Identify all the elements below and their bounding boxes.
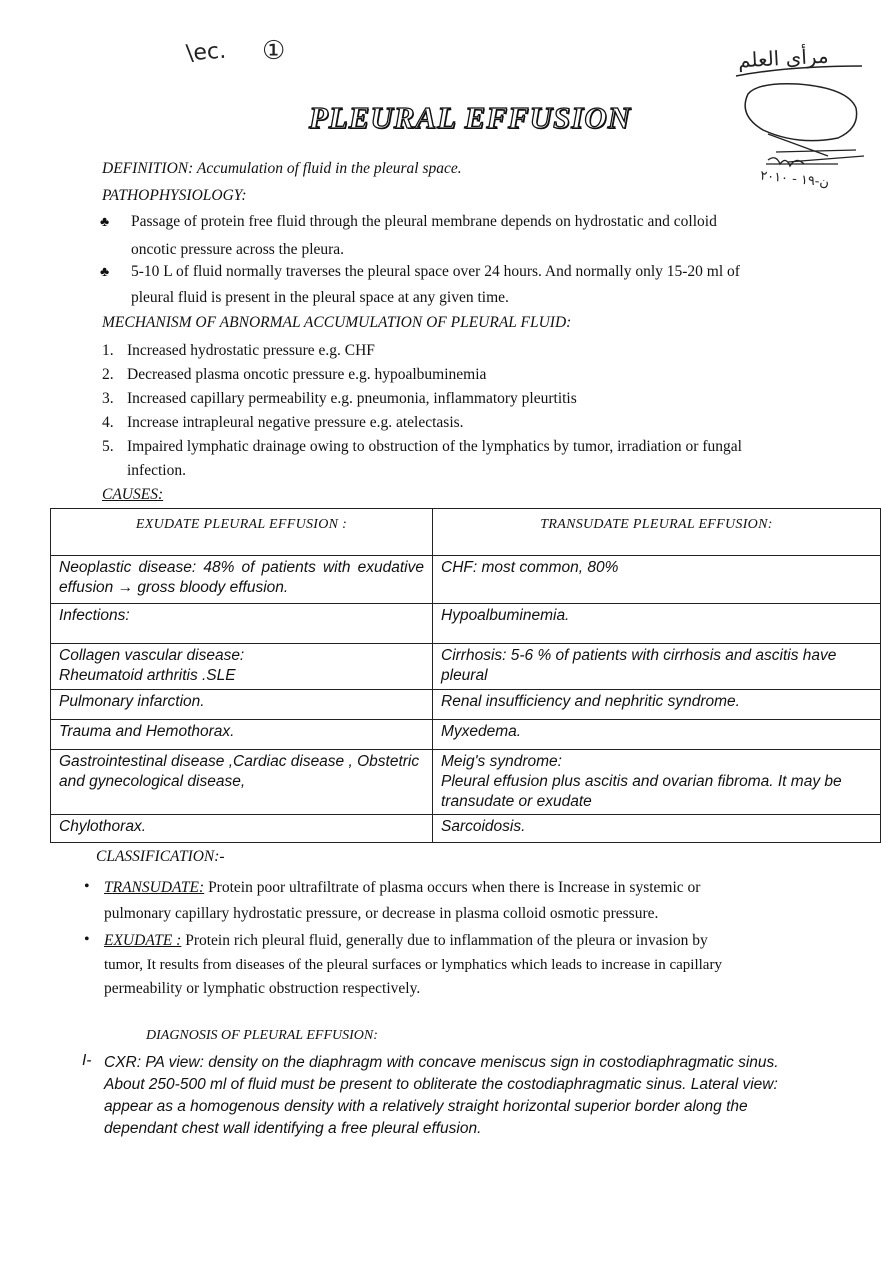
table-cell: Meig's syndrome: Pleural effusion plus ascitis and ovarian fibroma. It may be transudate or exudate <box>433 750 881 815</box>
handwritten-circled-number: ① <box>262 36 286 66</box>
definition <box>102 160 462 178</box>
handwritten-page-code: \ec. <box>185 38 227 67</box>
table-cell: Neoplastic disease: 48% of patients with exudative effusion → gross bloody effusion. <box>51 556 433 604</box>
table-cell: Sarcoidosis. <box>433 815 881 843</box>
table-row <box>51 556 881 604</box>
diagnosis-number: I- <box>82 1052 92 1069</box>
causes-table <box>50 508 881 843</box>
exudate-label: EXUDATE : <box>104 932 182 949</box>
table-row <box>51 815 881 843</box>
column-header-transudate: TRANSUDATE PLEURAL EFFUSION: <box>433 509 881 556</box>
page-title: PLEURAL EFFUSION <box>308 100 632 135</box>
pathophysiology-line: pleural fluid is present in the pleural space at any given time. <box>131 289 509 306</box>
table-cell: Myxedema. <box>433 720 881 750</box>
table-cell: Infections: <box>51 604 433 644</box>
list-text: Increased capillary permeability e.g. pneumonia, inflammatory pleurtitis <box>127 390 577 407</box>
exudate-text-line2: tumor, It results from diseases of the pleural surfaces or lymphatics which leads to increase in capillary <box>104 957 722 973</box>
pathophysiology-heading: PATHOPHYSIOLOGY: <box>102 187 247 204</box>
table-row <box>51 644 881 690</box>
club-bullet-icon: ♣ <box>100 265 110 280</box>
pathophysiology-line: 5-10 L of fluid normally traverses the pleural space over 24 hours. And normally only 15-20 ml of <box>131 263 740 280</box>
list-number: 2. <box>102 366 114 383</box>
mechanism-item <box>102 411 464 435</box>
exudate-text-line3: permeability or lymphatic obstruction respectively. <box>104 980 421 997</box>
bullet-dot-icon: • <box>84 878 90 895</box>
definition-text: Accumulation of fluid in the pleural space. <box>196 160 462 177</box>
table-cell: Renal insufficiency and nephritic syndrome. <box>433 690 881 720</box>
list-number: 3. <box>102 390 114 407</box>
diagnosis-line: dependant chest wall identifying a free pleural effusion. <box>104 1120 482 1137</box>
table-cell: Collagen vascular disease: Rheumatoid arthritis .SLE <box>51 644 433 690</box>
table-cell: CHF: most common, 80% <box>433 556 881 604</box>
table-cell: Cirrhosis: 5-6 % of patients with cirrhosis and ascitis have pleural <box>433 644 881 690</box>
table-row <box>51 690 881 720</box>
column-header-exudate: EXUDATE PLEURAL EFFUSION : <box>51 509 433 556</box>
table-header-row <box>51 509 881 556</box>
mechanism-item <box>102 435 742 459</box>
bullet-dot-icon: • <box>84 931 90 948</box>
table-cell: Hypoalbuminemia. <box>433 604 881 644</box>
handwritten-date: ن-١٩ - ٢٠١٠ <box>759 168 830 191</box>
diagnosis-line: CXR: PA view: density on the diaphragm with concave meniscus sign in costodiaphragmatic sinus. <box>104 1054 779 1071</box>
pathophysiology-line: oncotic pressure across the pleura. <box>131 241 345 258</box>
transudate-definition <box>104 876 700 900</box>
mechanism-item <box>102 387 577 411</box>
exudate-definition <box>104 929 708 953</box>
table-row <box>51 604 881 644</box>
table-row <box>51 720 881 750</box>
transudate-label: TRANSUDATE: <box>104 879 205 896</box>
list-text: Impaired lymphatic drainage owing to obstruction of the lymphatics by tumor, irradiation or fungal <box>127 438 742 455</box>
list-number: 5. <box>102 438 114 455</box>
mechanism-item <box>102 339 375 363</box>
table-cell: Gastrointestinal disease ,Cardiac disease , Obstetric and gynecological disease, <box>51 750 433 815</box>
causes-heading: CAUSES: <box>102 486 164 503</box>
table-row <box>51 750 881 815</box>
table-cell: Trauma and Hemothorax. <box>51 720 433 750</box>
transudate-text: Protein poor ultrafiltrate of plasma occurs when there is Increase in systemic or <box>208 879 701 896</box>
mechanism-item-continuation: infection. <box>127 462 186 479</box>
transudate-text-line2: pulmonary capillary hydrostatic pressure, or decrease in plasma colloid osmotic pressure. <box>104 905 659 922</box>
club-bullet-icon: ♣ <box>100 215 110 230</box>
list-number: 1. <box>102 342 114 359</box>
list-number: 4. <box>102 414 114 431</box>
table-cell: Chylothorax. <box>51 815 433 843</box>
classification-heading: CLASSIFICATION:- <box>96 848 225 865</box>
definition-label: DEFINITION: <box>102 160 194 177</box>
pathophysiology-line: Passage of protein free fluid through the pleural membrane depends on hydrostatic and colloid <box>131 213 717 230</box>
diagnosis-line: About 250-500 ml of fluid must be present to obliterate the costodiaphragmatic sinus. Lateral view: <box>104 1076 778 1093</box>
handwritten-arabic-note: مرأى العلم <box>737 43 830 73</box>
table-cell: Pulmonary infarction. <box>51 690 433 720</box>
list-text: Increase intrapleural negative pressure e.g. atelectasis. <box>127 414 464 431</box>
list-text: Decreased plasma oncotic pressure e.g. hypoalbuminemia <box>127 366 487 383</box>
diagnosis-line: appear as a homogenous density with a relatively straight horizontal superior border along the <box>104 1098 748 1115</box>
mechanism-item <box>102 363 486 387</box>
list-text: Increased hydrostatic pressure e.g. CHF <box>127 342 375 359</box>
mechanism-heading: MECHANISM OF ABNORMAL ACCUMULATION OF PLEURAL FLUID: <box>102 314 572 331</box>
exudate-text: Protein rich pleural fluid, generally due to inflammation of the pleura or invasion by <box>185 932 708 949</box>
diagnosis-heading: DIAGNOSIS OF PLEURAL EFFUSION: <box>146 1028 378 1043</box>
